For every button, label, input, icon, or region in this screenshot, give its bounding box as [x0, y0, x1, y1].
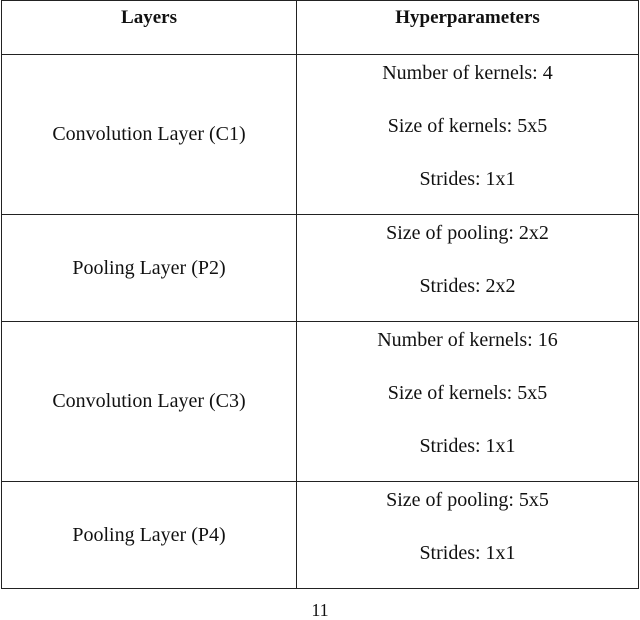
table-row — [2, 215, 639, 322]
hyperparameter-text: Strides: 1x1 — [419, 542, 516, 564]
table-row — [2, 55, 639, 215]
table-row — [2, 322, 639, 482]
hyperparameter-text: Number of kernels: 4 — [382, 62, 553, 84]
hyperparameters-cell — [297, 215, 639, 322]
page-number: 11 — [311, 600, 329, 620]
layer-name-cell: Convolution Layer (C3) — [2, 322, 297, 482]
layer-name-cell: Pooling Layer (P4) — [2, 482, 297, 589]
hyperparameter-text: Strides: 1x1 — [419, 168, 516, 190]
hyperparameter-text: Size of kernels: 5x5 — [387, 382, 548, 404]
hyperparameter-text: Strides: 1x1 — [419, 435, 516, 457]
hyperparameters-cell — [297, 322, 639, 482]
hyperparameters-cell — [297, 482, 639, 589]
layer-name-cell: Convolution Layer (C1) — [2, 55, 297, 215]
hyperparameter-text: Size of pooling: 2x2 — [386, 222, 549, 244]
header-layers: Layers — [2, 1, 297, 55]
table-row — [2, 482, 639, 589]
hyperparameter-text: Size of kernels: 5x5 — [387, 115, 548, 137]
hyperparameter-text: Number of kernels: 16 — [377, 329, 558, 351]
hyperparameter-text: Strides: 2x2 — [419, 275, 516, 297]
header-hyperparameters: Hyperparameters — [297, 1, 639, 55]
hyperparameter-text: Size of pooling: 5x5 — [386, 489, 549, 511]
layer-name-cell: Pooling Layer (P2) — [2, 215, 297, 322]
hyperparameters-cell — [297, 55, 639, 215]
hyperparameters-table — [1, 0, 639, 589]
